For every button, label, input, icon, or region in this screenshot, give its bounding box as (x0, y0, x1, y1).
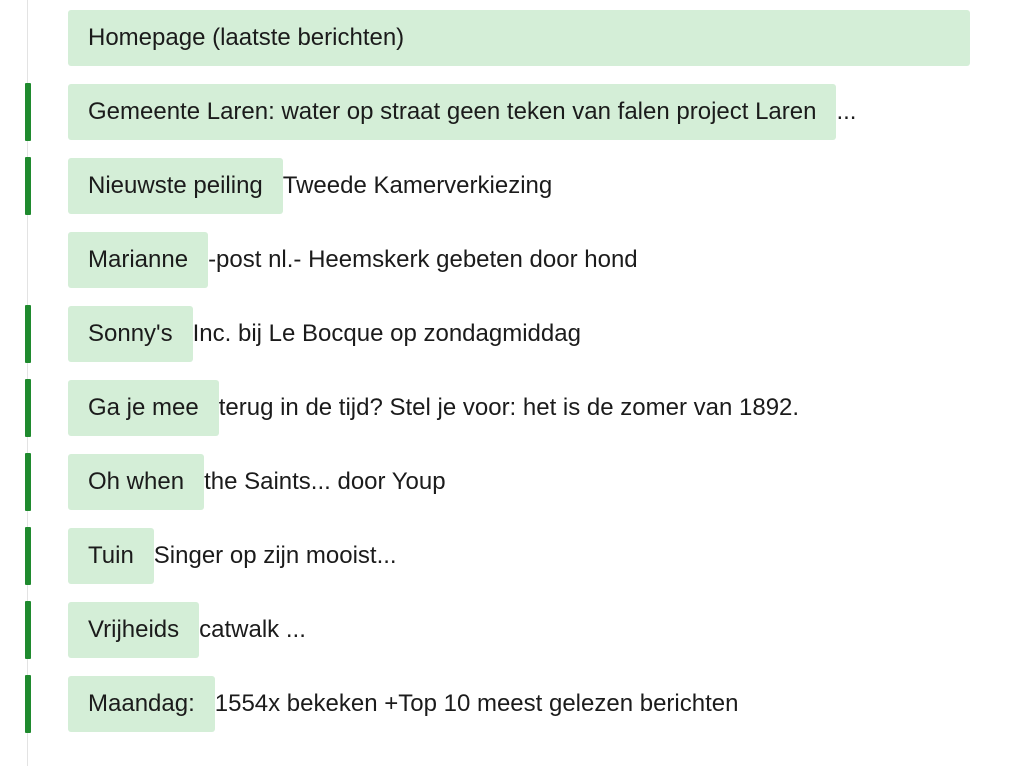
list-item-rest: terug in de tijd? Stel je voor: het is de zomer van 1892. (218, 393, 800, 421)
list-item-label (68, 527, 397, 585)
list-item-label (68, 9, 970, 67)
list-item-rest: Tweede Kamerverkiezing (282, 171, 553, 199)
list-item-highlight: Maandag: (68, 676, 215, 733)
list-item-rest: -post nl.- Heemskerk gebeten door hond (208, 245, 638, 273)
list-item-rest: catwalk ... (199, 615, 306, 643)
list-item-label (68, 675, 738, 733)
item-accent-bar (25, 675, 31, 733)
list-item-rest: Singer op zijn mooist... (153, 541, 397, 569)
list-item[interactable] (0, 592, 1024, 666)
list-item[interactable] (0, 444, 1024, 518)
list-item-label (68, 157, 552, 215)
list-item-rest: 1554x bekeken +Top 10 meest gelezen berichten (214, 689, 739, 717)
list-item-highlight: Nieuwste peiling (68, 158, 283, 215)
list-item-highlight: Tuin (68, 528, 154, 585)
item-accent-bar (25, 305, 31, 363)
list-item-label (68, 83, 856, 141)
list-item[interactable] (0, 0, 1024, 74)
list-item[interactable] (0, 370, 1024, 444)
list-item-highlight: Sonny's (68, 306, 193, 363)
list-item-label (68, 453, 446, 511)
list-item-rest: the Saints... door Youp (204, 467, 446, 495)
item-accent-bar (25, 157, 31, 215)
list-item-highlight: Marianne (68, 232, 208, 289)
list-item-highlight: Ga je mee (68, 380, 219, 437)
list-item[interactable] (0, 148, 1024, 222)
list-item[interactable] (0, 296, 1024, 370)
list-item-highlight: Oh when (68, 454, 204, 511)
list-item-highlight: Vrijheids (68, 602, 199, 659)
item-accent-bar (25, 453, 31, 511)
item-accent-bar (25, 527, 31, 585)
list-item-highlight: Gemeente Laren: water op straat geen teken van falen project Laren (68, 84, 836, 141)
list-item[interactable] (0, 666, 1024, 740)
list-item[interactable] (0, 74, 1024, 148)
item-accent-bar (25, 83, 31, 141)
list-item-label (68, 379, 799, 437)
list-item[interactable] (0, 222, 1024, 296)
list-item-label (68, 305, 581, 363)
item-accent-bar (25, 379, 31, 437)
item-accent-bar (25, 601, 31, 659)
list-item-label (68, 231, 638, 289)
list-item-highlight: Homepage (laatste berichten) (68, 10, 970, 67)
list-item-label (68, 601, 306, 659)
list-item-rest: ... (836, 97, 857, 125)
list-item-rest: Inc. bij Le Bocque op zondagmiddag (192, 319, 581, 347)
list-item[interactable] (0, 518, 1024, 592)
